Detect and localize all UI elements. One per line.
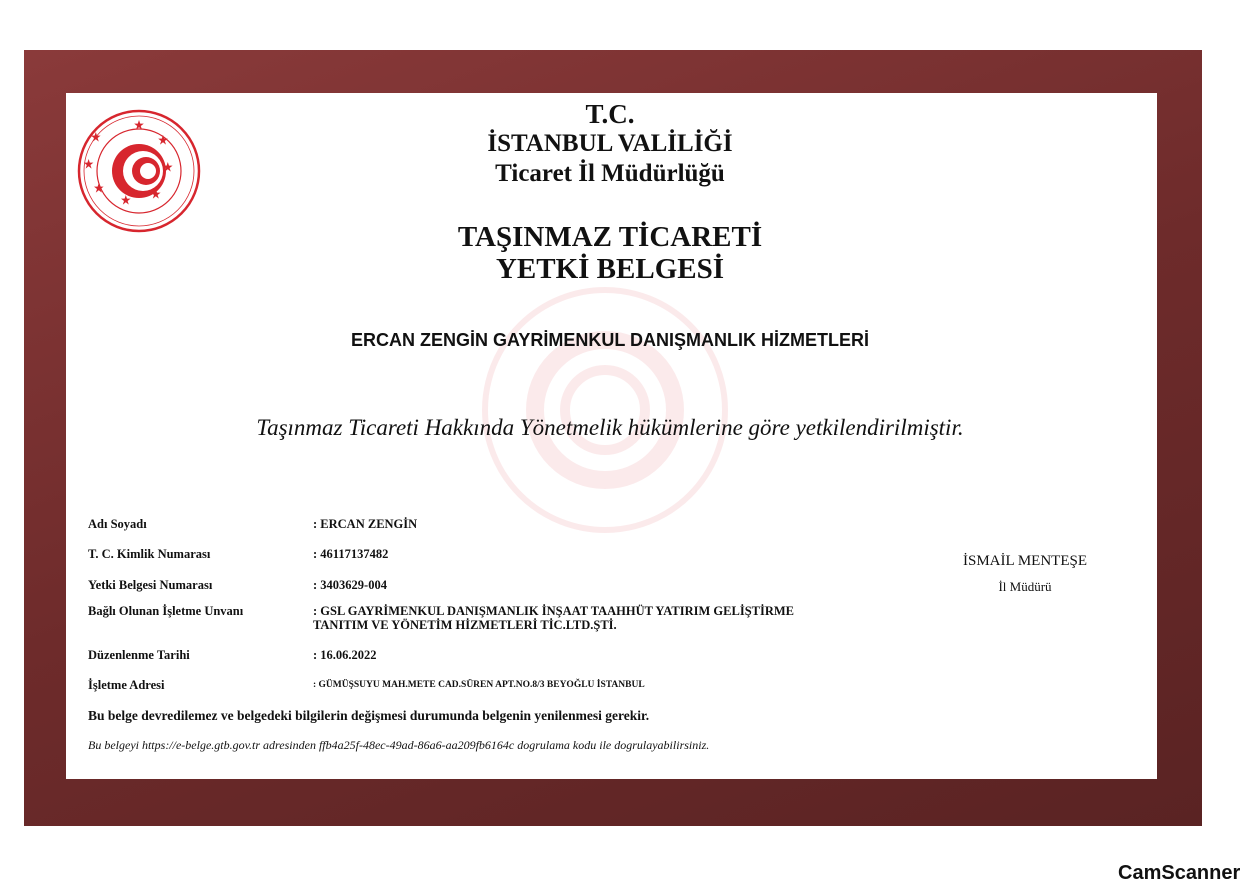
scanner-watermark: CamScanner [1118, 862, 1241, 884]
watermark-seal-icon [455, 280, 755, 540]
field-value-certificate-number: : 3403629-004 [313, 578, 387, 592]
signatory-title: İl Müdürü [998, 579, 1052, 594]
field-value-business-title-line2: TANITIM VE YÖNETİM HİZMETLERİ TİC.LTD.ŞTİ. [313, 618, 617, 632]
certificate-title-line2: YETKİ BELGESİ [495, 253, 725, 285]
ministry-seal-icon [76, 108, 202, 234]
header-governorship: İSTANBUL VALİLİĞİ [487, 130, 733, 157]
signatory-name: İSMAİL MENTEŞE [962, 553, 1088, 569]
company-name: ERCAN ZENGİN GAYRİMENKUL DANIŞMANLIK HİZMETLERİ [350, 330, 869, 350]
certificate-title-line1: TAŞINMAZ TİCARETİ [457, 221, 763, 253]
field-label-name: Adı Soyadı [88, 517, 147, 531]
field-value-id-number: : 46117137482 [313, 547, 389, 561]
transfer-notice: Bu belge devredilemez ve belgedeki bilgilerin değişmesi durumunda belgenin yenilenmesi gerekir. [88, 708, 650, 723]
field-value-issue-date: : 16.06.2022 [313, 648, 377, 662]
header-directorate: Ticaret İl Müdürlüğü [495, 160, 725, 187]
field-value-name: : ERCAN ZENGİN [313, 517, 418, 531]
authorization-statement: Taşınmaz Ticareti Hakkında Yönetmelik hükümlerine göre yetkilendirilmiştir. [256, 415, 964, 440]
field-label-certificate-number: Yetki Belgesi Numarası [88, 578, 213, 592]
field-value-business-title: : GSL GAYRİMENKUL DANIŞMANLIK İNŞAAT TAAHHÜT YATIRIM GELİŞTİRME [313, 604, 795, 618]
field-label-id-number: T. C. Kimlik Numarası [88, 547, 211, 561]
field-label-issue-date: Düzenlenme Tarihi [88, 648, 190, 662]
field-value-business-address: : GÜMÜŞSUYU MAH.METE CAD.SÜREN APT.NO.8/3 BEYOĞLU İSTANBUL [313, 680, 645, 690]
header-tc: T.C. [585, 99, 635, 129]
field-label-business-address: İşletme Adresi [88, 678, 165, 692]
verification-note: Bu belgeyi https://e-belge.gtb.gov.tr adresinden ffb4a25f-48ec-49ad-86a6-aa209fb6164c dogrulama kodu ile dogrulayabilirsiniz. [88, 738, 710, 752]
field-label-business-title: Bağlı Olunan İşletme Unvanı [88, 604, 244, 618]
